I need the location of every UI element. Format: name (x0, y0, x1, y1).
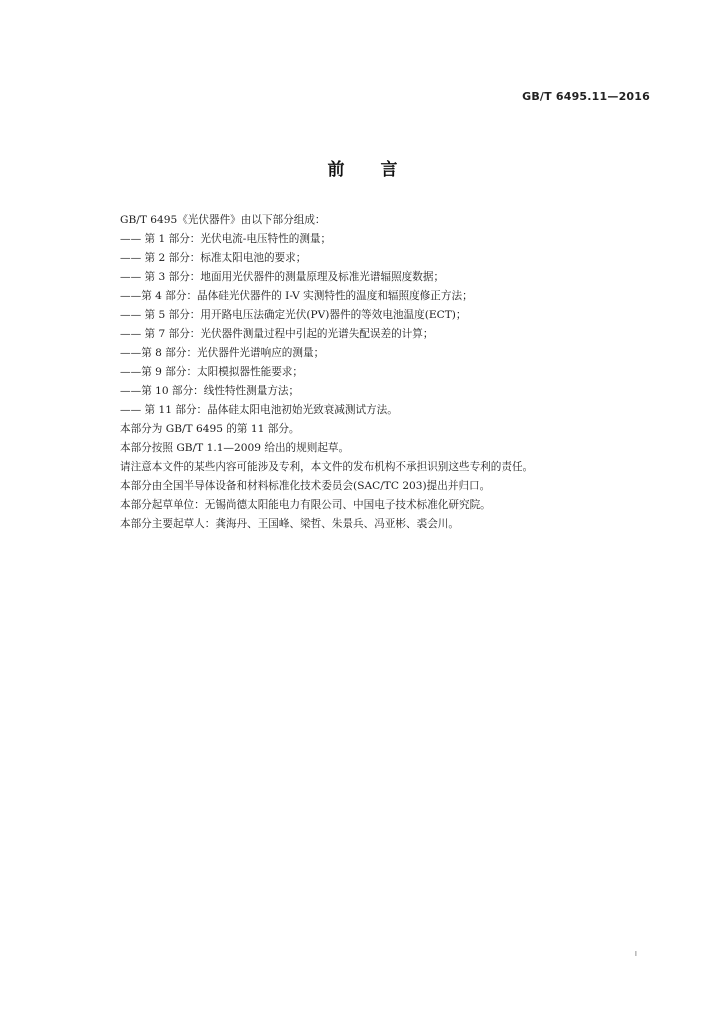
title-char-1: 前 (327, 160, 345, 180)
list-item-part-7: —— 第 7 部分：光伏器件测量过程中引起的光谱失配误差的计算； (120, 328, 434, 340)
title-char-2: 言 (380, 160, 398, 180)
standard-code: GB/T 6495.11—2016 (522, 90, 650, 103)
paragraph-drafters: 本部分主要起草人：龚海丹、王国峰、梁哲、朱景兵、冯亚彬、裘会川。 (120, 518, 459, 530)
paragraph-drafting-rules: 本部分按照 GB/T 1.1—2009 给出的规则起草。 (120, 442, 350, 454)
list-item-part-11: —— 第 11 部分：晶体硅太阳电池初始光致衰减测试方法。 (120, 404, 398, 416)
list-item-part-4: ——第 4 部分：晶体硅光伏器件的 I-V 实测特性的温度和辐照度修正方法； (120, 290, 473, 302)
paragraph-proposer: 本部分由全国半导体设备和材料标准化技术委员会(SAC/TC 203)提出并归口。 (120, 480, 491, 492)
paragraph-part-statement: 本部分为 GB/T 6495 的第 11 部分。 (120, 423, 300, 435)
list-item-part-5: —— 第 5 部分：用开路电压法确定光伏(PV)器件的等效电池温度(ECT)； (120, 309, 467, 321)
list-item-part-10: ——第 10 部分：线性特性测量方法； (120, 385, 300, 397)
foreword-body (120, 211, 660, 534)
list-item-part-8: ——第 8 部分：光伏器件光谱响应的测量； (120, 347, 325, 359)
paragraph-drafting-units: 本部分起草单位：无锡尚德太阳能电力有限公司、中国电子技术标准化研究院。 (120, 499, 491, 511)
list-item-part-3: —— 第 3 部分：地面用光伏器件的测量原理及标准光谱辐照度数据； (120, 271, 445, 283)
list-item-part-1: —— 第 1 部分：光伏电流-电压特性的测量； (120, 233, 332, 245)
page-number: I (634, 950, 637, 958)
list-item-part-9: ——第 9 部分：太阳模拟器性能要求； (120, 366, 303, 378)
paragraph-patent-notice: 请注意本文件的某些内容可能涉及专利，本文件的发布机构不承担识别这些专利的责任。 (120, 461, 534, 473)
list-item-part-2: —— 第 2 部分：标准太阳电池的要求； (120, 252, 307, 264)
intro-line: GB/T 6495《光伏器件》由以下部分组成： (120, 214, 326, 226)
page-title (0, 155, 725, 180)
